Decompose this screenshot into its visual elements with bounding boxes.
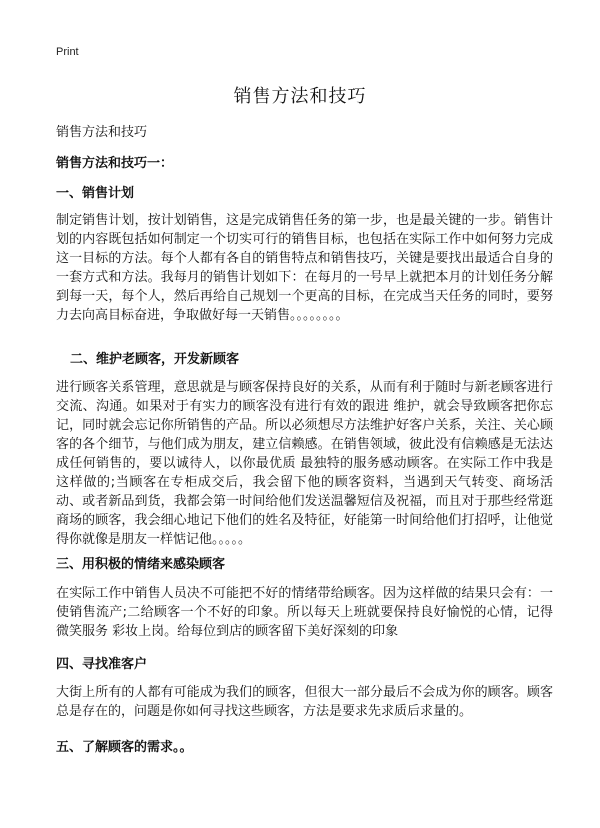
document-title: 销售方法和技巧 [233,86,367,107]
section-heading-prospects: 四、寻找准客户 [56,657,148,672]
section-heading-plan: 一、销售计划 [56,186,135,201]
section-body-prospects: 大街上所有的人都有可能成为我们的顾客，但很大一部分最后不会成为你的顾客。顾客总是存在的，问题是你如何寻找这些顾客，方法是要求先求质后求量的。 [56,685,553,719]
section-heading-needs: 五、了解顾客的需求。。 [56,740,193,755]
section-main-heading: 销售方法和技巧一： [56,156,174,171]
section-body-customers: 进行顾客关系管理，意思就是与顾客保持良好的关系，从而有利于随时与新老顾客进行交流、沟通。如果对于有实力的顾客没有进行有效的跟进 维护，就会导致顾客把你忘记，同时就会忘记你所销售的产品。所以必须想尽方法维护好客户关系，关注、关心顾客的各个细节，与他们成为朋友，建立信赖感。在销售领域，彼此没有信赖感是无法达成任何销售的，要以诚待人，以你最优质 最独特的服务感动顾客。在实际工作中我是这样做的;当顾客在专柜成交后，我会留下他的顾客资料，当遇到天气转变、商场活动、或者新品到货，我都会第一时间给他们发送温馨短信及祝福，而且对于那些经常逛商场的顾客，我会细心地记下他们的姓名及特征，好能第一时间给他们打招呼，让他觉得你就像是朋友一样惦记他。。。。。 [56,380,553,547]
print-label: Print [56,46,79,58]
document-subtitle: 销售方法和技巧 [56,125,148,140]
section-body-plan: 制定销售计划，按计划销售，这是完成销售任务的第一步，也是最关键的一步。销售计划的内容既包括如何制定一个切实可行的销售目标，也包括在实际工作中如何努力完成这一目标的方法。每个人都有各自的销售特点和销售技巧，关键是要找出最适合自身的一套方式和方法。我每月的销售计划如下：在每月的一号早上就把本月的计划任务分解到每一天，每个人，然后再给自己规划一个更高的目标，在完成当天任务的同时，要努力去向高目标奋进，争取做好每一天销售。。。。。。。。 [56,213,553,323]
section-heading-emotion: 三、用积极的情绪来感染顾客 [56,557,226,572]
section-heading-customers: 二、维护老顾客，开发新顾客 [70,352,240,367]
section-body-emotion: 在实际工作中销售人员决不可能把不好的情绪带给顾客。因为这样做的结果只会有：一使销售流产;二给顾客一个不好的印象。所以每天上班就要保持良好愉悦的心情，记得微笑服务 彩妆上岗。给每位到店的顾客留下美好深刻的印象 [56,586,553,639]
